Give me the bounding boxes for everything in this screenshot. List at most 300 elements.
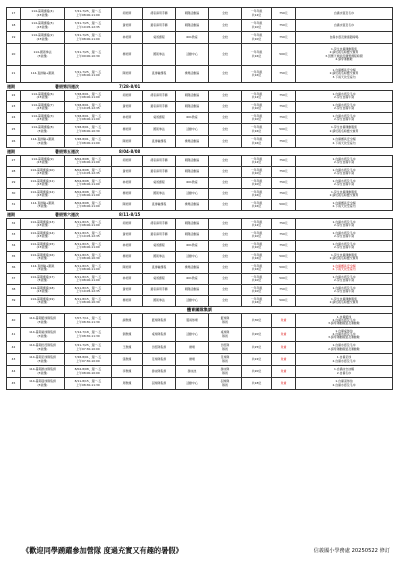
period-dates: 8/11-8/15 bbox=[119, 211, 141, 217]
cell-place: 活動中心 bbox=[176, 189, 209, 200]
cell-no: 28 bbox=[7, 167, 21, 178]
cell-target: 籃球隊 隊員 bbox=[209, 314, 242, 328]
cell-fee: 500元 bbox=[272, 296, 296, 307]
cell-time: 7/28-8/01，週一-五 上午07:30-10:00 bbox=[65, 354, 112, 366]
cell-name: 114-暑期課後(9) (15堂課) bbox=[21, 156, 65, 167]
period-row bbox=[7, 83, 393, 91]
cell-note: 1.自備護具安全帽 2.下雨天改至室內 bbox=[296, 263, 393, 274]
cell-time: 8/04-8/08，週一-五 上午08:00-10:00 bbox=[65, 366, 112, 378]
cell-target: 全校 bbox=[209, 241, 242, 252]
cell-fee: 500元 bbox=[272, 252, 296, 263]
cell-note: 1.學生自備運動服裝 2.請於報名時繳交費用 bbox=[296, 252, 393, 263]
cell-no: 31 bbox=[7, 200, 21, 211]
cell-time: 8/11-8/15，週一-五 上午08:30-11:30 bbox=[65, 378, 112, 390]
cell-place: 601教室 bbox=[176, 274, 209, 285]
cell-cap: 一年年級 共10位 bbox=[242, 285, 272, 296]
cell-fee: 750元 bbox=[272, 219, 296, 230]
cell-course: 羽球隊集訓 bbox=[143, 378, 176, 390]
cell-time: 8/11-8/15，週一-五 上午10:05-12:35 bbox=[65, 230, 112, 241]
cell-note: 1.自備水壺及毛巾 2.學生自備午餐 bbox=[296, 230, 393, 241]
table-row bbox=[7, 189, 393, 200]
cell-name: 114-暑期課後(6) (15堂課) bbox=[21, 91, 65, 102]
cell-name: 114-直排輪+跑跳 (5堂課) bbox=[21, 263, 65, 274]
cell-no: 18 bbox=[7, 20, 21, 32]
cell-cap: 一年年級 共10位 bbox=[242, 167, 272, 178]
cell-course: 國術拳法 bbox=[143, 296, 176, 307]
cell-teacher: 黃老師 bbox=[112, 167, 143, 178]
cell-fee: 750元 bbox=[272, 189, 296, 200]
cell-note: 1.自備水壺及毛巾 2.請穿運動服裝及運動鞋 bbox=[296, 342, 393, 354]
cell-time: 8/04-8/08，週一-五 上午08:00-11:00 bbox=[65, 189, 112, 200]
cell-fee: 500元 bbox=[272, 44, 296, 66]
cell-no: 45 bbox=[7, 378, 21, 390]
cell-no: 25 bbox=[7, 124, 21, 136]
footer-school: 信義國小學務處 20250522 修訂 bbox=[313, 548, 390, 554]
cell-teacher: 林老師 bbox=[112, 178, 143, 189]
cell-place: 朝陽活動區 bbox=[176, 8, 209, 20]
cell-name: 114-暑期課後(17) (5堂課) bbox=[21, 274, 65, 285]
cell-time: 7/14-7/18，週一-五 上午08:30-11:30 bbox=[65, 328, 112, 342]
table-row bbox=[7, 366, 393, 378]
cell-name: 114-暑期游泳隊集訓 (5堂課) bbox=[21, 366, 65, 378]
cell-no: 40 bbox=[7, 314, 21, 328]
cell-course: 國術拳法 bbox=[143, 189, 176, 200]
cell-teacher: 林老師 bbox=[112, 113, 143, 124]
cell-time: 8/11-8/15，週一-五 上午08:00-11:00 bbox=[65, 274, 112, 285]
cell-place: 朝陽活動區 bbox=[176, 156, 209, 167]
cell-name: 114-暑期課後(13) (15堂課) bbox=[21, 219, 65, 230]
cell-target: 全校 bbox=[209, 189, 242, 200]
cell-note: 1.自備桌球拍 2.自備水壺及毛巾 3.請穿運動服裝及運動鞋 bbox=[296, 328, 393, 342]
cell-target: 足球隊 隊員 bbox=[209, 354, 242, 366]
cell-no: 41 bbox=[7, 328, 21, 342]
cell-name: 114-直排輪+跑跳 (5堂課) bbox=[21, 200, 65, 211]
cell-cap: 共20位 bbox=[242, 328, 272, 342]
table-row bbox=[7, 91, 393, 102]
table-row bbox=[7, 20, 393, 32]
cell-no: 22 bbox=[7, 91, 21, 102]
cell-fee: 750元 bbox=[272, 230, 296, 241]
cell-teacher: 楊老師 bbox=[112, 189, 143, 200]
table-row bbox=[7, 32, 393, 44]
cell-name: 114-暑期田徑隊集訓 (5堂課) bbox=[21, 342, 65, 354]
cell-teacher: 黃老師 bbox=[112, 102, 143, 113]
cell-fee: 750元 bbox=[272, 136, 296, 148]
cell-fee: 免費 bbox=[272, 354, 296, 366]
cell-name: 114-暑期桌球隊集訓 (5堂課) bbox=[21, 328, 65, 342]
cell-note: 自備水壺及毛巾 bbox=[296, 20, 393, 32]
cell-teacher: 林老師 bbox=[112, 241, 143, 252]
cell-place: 朝陽活動區 bbox=[176, 230, 209, 241]
table-row bbox=[7, 252, 393, 263]
cell-note: 1.自備籃球 2.自備水壺及毛巾 3.請穿運動服裝及運動鞋 bbox=[296, 314, 393, 328]
cell-cap: 一年年級 共16位 bbox=[242, 189, 272, 200]
cell-target: 全校 bbox=[209, 285, 242, 296]
cell-no: 39 bbox=[7, 296, 21, 307]
cell-note: 1.自備羽球拍 2.自備水壺及毛巾 bbox=[296, 378, 393, 390]
cell-note: 1.自備水壺及毛巾 2.學生自備午餐 bbox=[296, 274, 393, 285]
table-row bbox=[7, 136, 393, 148]
cell-cap: 一年年級 共16位 bbox=[242, 252, 272, 263]
cell-fee: 免費 bbox=[272, 366, 296, 378]
cell-course: 黃家兩用手藝 bbox=[143, 102, 176, 113]
cell-place: 活動中心 bbox=[176, 378, 209, 390]
cell-target: 游泳隊 隊員 bbox=[209, 366, 242, 378]
cell-cap: 一年年級 共10位 bbox=[242, 102, 272, 113]
cell-time: 8/11-8/15，週一-五 上午08:00-10:30 bbox=[65, 252, 112, 263]
cell-fee: 500元 bbox=[272, 274, 296, 285]
cell-course: 籃球隊集訓 bbox=[143, 314, 176, 328]
cell-time: 7/28-8/01，週一-五 上午08:00-11:00 bbox=[65, 91, 112, 102]
cell-note: 1.自備水壺及毛巾 2.學生自備午餐 bbox=[296, 178, 393, 189]
cell-place: 操場活動區 bbox=[176, 136, 209, 148]
cell-fee: 500元 bbox=[272, 200, 296, 211]
cell-fee: 750元 bbox=[272, 32, 296, 44]
cell-course: 直排輪課程 bbox=[143, 200, 176, 211]
cell-cap: 一年年級 共16位 bbox=[242, 44, 272, 66]
cell-cap: 共22位 bbox=[242, 354, 272, 366]
cell-note: 1.自備足球 2.自備水壺及毛巾 bbox=[296, 354, 393, 366]
cell-time: 7/21-7/25，週一-五 上午08:00-11:00 bbox=[65, 66, 112, 83]
cell-time: 7/28-8/01，週一-五 上午08:00-10:30 bbox=[65, 124, 112, 136]
cell-cap: 一年年級 共16位 bbox=[242, 263, 272, 274]
cell-target: 全校 bbox=[209, 219, 242, 230]
cell-note: 1.學生自備運動服裝 2.請於報名時繳交費用 bbox=[296, 296, 393, 307]
cell-teacher: 陳老師 bbox=[112, 136, 143, 148]
table-row bbox=[7, 113, 393, 124]
cell-place: 操場活動區 bbox=[176, 66, 209, 83]
cell-note: 1.自備護具安全帽 2.請於報名時繳交費用 3.下雨天改至室內 bbox=[296, 66, 393, 83]
cell-place: 操場活動區 bbox=[176, 200, 209, 211]
cell-fee: 免費 bbox=[272, 378, 296, 390]
cell-cap: 一年年級 共10位 bbox=[242, 113, 272, 124]
cell-target: 全校 bbox=[209, 113, 242, 124]
cell-place: 朝陽活動區 bbox=[176, 167, 209, 178]
cell-time: 7/28-8/01，週一-五 上午08:00-11:00 bbox=[65, 136, 112, 148]
cell-place: 風雨球場 bbox=[176, 314, 209, 328]
cell-no: 38 bbox=[7, 285, 21, 296]
cell-note: 1.自備護具安全帽 2.下雨天改至室內 bbox=[296, 136, 393, 148]
cell-course: 黃家兩用手藝 bbox=[143, 285, 176, 296]
cell-course: 黃家兩用手藝 bbox=[143, 20, 176, 32]
cell-place: 朝陽活動區 bbox=[176, 285, 209, 296]
cell-teacher: 黃老師 bbox=[112, 20, 143, 32]
cell-place: 601教室 bbox=[176, 113, 209, 124]
table-row bbox=[7, 66, 393, 83]
cell-teacher: 王教練 bbox=[112, 342, 143, 354]
cell-time: 8/11-8/15，週一-五 上午08:00-10:30 bbox=[65, 296, 112, 307]
cell-target: 全校 bbox=[209, 91, 242, 102]
cell-target: 全校 bbox=[209, 296, 242, 307]
cell-place: 601教室 bbox=[176, 32, 209, 44]
cell-note: 1.自備水壺及毛巾 2.學生自備午餐 bbox=[296, 91, 393, 102]
footer-slogan: 《歡迎同學踴躍參加營隊 度過充實又有趣的暑假》 bbox=[22, 546, 183, 555]
cell-name: 114-暑期課後(2) (15堂課) bbox=[21, 32, 65, 44]
cell-time: 7/21-7/25，週一-五 上午09:00-10:30 bbox=[65, 44, 112, 66]
cell-note: 1.學生自備運動服裝 2.請於報名時繳交費用 3.因應天候狀況調整課程時間 4.請穿運動鞋 bbox=[296, 44, 393, 66]
cell-course: 桌遊課程 bbox=[143, 178, 176, 189]
cell-name: 114-暑期課後(12) (15堂課) bbox=[21, 189, 65, 200]
cell-course: 國術拳法 bbox=[143, 252, 176, 263]
cell-no: 21 bbox=[7, 66, 21, 83]
cell-target: 全校 bbox=[209, 8, 242, 20]
cell-name: 114-暑期課後(8) (5堂課) bbox=[21, 124, 65, 136]
cell-note: 自備水壺及健康隨時喝 bbox=[296, 32, 393, 44]
table-row bbox=[7, 102, 393, 113]
cell-note: 1.自備水壺及毛巾 2.學生自備午餐 bbox=[296, 285, 393, 296]
table-row bbox=[7, 328, 393, 342]
cell-note: 1.學生自備運動服裝 2.請於報名時繳交費用 bbox=[296, 189, 393, 200]
footer bbox=[0, 546, 400, 560]
cell-cap: 一年年級 共12位 bbox=[242, 8, 272, 20]
cell-no: 30 bbox=[7, 189, 21, 200]
cell-fee: 750元 bbox=[272, 241, 296, 252]
cell-note: 1.自備護具安全帽 2.下雨天改至室內 bbox=[296, 200, 393, 211]
table-row bbox=[7, 285, 393, 296]
cell-teacher: 胡老師 bbox=[112, 8, 143, 20]
cell-name: 114-暑期課後(11) (15堂課) bbox=[21, 178, 65, 189]
cell-course: 直排輪課程 bbox=[143, 66, 176, 83]
cell-no: 24 bbox=[7, 113, 21, 124]
cell-course: 桌球隊集訓 bbox=[143, 328, 176, 342]
cell-cap: 一年年級 共16位 bbox=[242, 124, 272, 136]
cell-course: 桌遊課程 bbox=[143, 32, 176, 44]
cell-name: 114-暑期籃球隊集訓 (5堂課) bbox=[21, 314, 65, 328]
cell-teacher: 劉教練 bbox=[112, 328, 143, 342]
cell-teacher: 林老師 bbox=[112, 274, 143, 285]
cell-no: 32 bbox=[7, 219, 21, 230]
cell-cap: 一年年級 共10位 bbox=[242, 230, 272, 241]
cell-time: 7/21-7/25，週一-五 上午08:00-11:00 bbox=[65, 8, 112, 20]
cell-no: 43 bbox=[7, 354, 21, 366]
cell-fee: 免費 bbox=[272, 314, 296, 328]
cell-course: 足球隊集訓 bbox=[143, 354, 176, 366]
cell-no: 33 bbox=[7, 230, 21, 241]
cell-cap: 一年年級 共12位 bbox=[242, 91, 272, 102]
table-row bbox=[7, 44, 393, 66]
cell-cap: 一年年級 共16位 bbox=[242, 136, 272, 148]
cell-teacher: 楊老師 bbox=[112, 296, 143, 307]
cell-name: 114-直排輪+跑跳 (5堂課) bbox=[21, 136, 65, 148]
table-row bbox=[7, 156, 393, 167]
cell-target: 全校 bbox=[209, 252, 242, 263]
cell-fee: 500元 bbox=[272, 263, 296, 274]
cell-cap: 共20位 bbox=[242, 366, 272, 378]
cell-place: 游泳池 bbox=[176, 366, 209, 378]
cell-name: 114-直排輪+跑跳 bbox=[21, 66, 65, 83]
cell-cap: 共30位 bbox=[242, 314, 272, 328]
period-title: 暑假第六週次 bbox=[55, 211, 79, 217]
table-row bbox=[7, 354, 393, 366]
cell-no: 17 bbox=[7, 8, 21, 20]
cell-cap: 共25位 bbox=[242, 342, 272, 354]
cell-teacher: 張教練 bbox=[112, 354, 143, 366]
cell-no: 26 bbox=[7, 136, 21, 148]
cell-teacher: 周教練 bbox=[112, 378, 143, 390]
period-row bbox=[7, 211, 393, 219]
cell-fee: 750元 bbox=[272, 20, 296, 32]
cell-time: 7/28-8/01，週一-五 上午08:00-11:00 bbox=[65, 113, 112, 124]
cell-time: 7/28-8/01，週一-五 上午10:05-12:35 bbox=[65, 102, 112, 113]
cell-teacher: 黃老師 bbox=[112, 285, 143, 296]
cell-teacher: 謝教練 bbox=[112, 314, 143, 328]
period-label: 週期 bbox=[7, 83, 15, 89]
cell-name: 114-國術拳法 (5堂課) bbox=[21, 44, 65, 66]
table-row bbox=[7, 230, 393, 241]
period-title: 暑假第五週次 bbox=[55, 148, 79, 154]
table-row bbox=[7, 8, 393, 20]
cell-course: 胡家兩用手藝 bbox=[143, 91, 176, 102]
cell-target: 全校 bbox=[209, 124, 242, 136]
cell-fee: 750元 bbox=[272, 285, 296, 296]
cell-course: 胡家兩用手藝 bbox=[143, 219, 176, 230]
cell-fee: 750元 bbox=[272, 167, 296, 178]
cell-teacher: 李教練 bbox=[112, 366, 143, 378]
cell-teacher: 陳老師 bbox=[112, 66, 143, 83]
cell-fee: 750元 bbox=[272, 178, 296, 189]
cell-time: 8/04-8/08，週一-五 上午08:00-11:00 bbox=[65, 178, 112, 189]
cell-cap: 一年年級 共10位 bbox=[242, 32, 272, 44]
cell-time: 8/11-8/15，週一-五 上午08:00-11:00 bbox=[65, 263, 112, 274]
cell-cap: 一年年級 共12位 bbox=[242, 156, 272, 167]
cell-fee: 750元 bbox=[272, 91, 296, 102]
cell-fee: 500元 bbox=[272, 124, 296, 136]
cell-name: 114-暑期課後(7) (15堂課) bbox=[21, 102, 65, 113]
cell-target: 全校 bbox=[209, 66, 242, 83]
cell-place: 操場 bbox=[176, 354, 209, 366]
cell-time: 7/21-7/25，週一-五 上午08:00-11:00 bbox=[65, 32, 112, 44]
table-row bbox=[7, 314, 393, 328]
cell-target: 全校 bbox=[209, 44, 242, 66]
cell-course: 桌遊課程 bbox=[143, 274, 176, 285]
cell-cap: 一年年級 共12位 bbox=[242, 219, 272, 230]
cell-course: 黃家兩用手藝 bbox=[143, 230, 176, 241]
cell-target: 全校 bbox=[209, 274, 242, 285]
cell-name: 114-暑期課後(10) (15堂課) bbox=[21, 167, 65, 178]
cell-name: 114-暑期課後(15) (15堂課) bbox=[21, 241, 65, 252]
cell-course: 胡家兩用手藝 bbox=[143, 156, 176, 167]
cell-teacher: 胡老師 bbox=[112, 156, 143, 167]
cell-course: 田徑隊集訓 bbox=[143, 342, 176, 354]
cell-fee: 750元 bbox=[272, 66, 296, 83]
cell-no: 19 bbox=[7, 32, 21, 44]
cell-cap: 一年年級 共16位 bbox=[242, 296, 272, 307]
cell-cap: 一年年級 共10位 bbox=[242, 20, 272, 32]
cell-cap: 一年年級 共16位 bbox=[242, 200, 272, 211]
cell-teacher: 胡老師 bbox=[112, 91, 143, 102]
cell-name: 114-暑期課後(18) (15堂課) bbox=[21, 285, 65, 296]
cell-cap: 一年年級 共10位 bbox=[242, 241, 272, 252]
cell-time: 8/11-8/15，週一-五 上午08:00-11:00 bbox=[65, 219, 112, 230]
cell-course: 游泳隊集訓 bbox=[143, 366, 176, 378]
cell-target: 全校 bbox=[209, 167, 242, 178]
cell-target: 羽球隊 隊員 bbox=[209, 378, 242, 390]
cell-note: 1.學生自備運動服裝 2.請於報名時繳交費用 bbox=[296, 124, 393, 136]
cell-note: 1.自備水壺及毛巾 2.學生自備午餐 bbox=[296, 241, 393, 252]
table-row bbox=[7, 167, 393, 178]
table-row bbox=[7, 274, 393, 285]
cell-fee: 750元 bbox=[272, 8, 296, 20]
cell-no: 34 bbox=[7, 241, 21, 252]
subheading-row bbox=[7, 307, 393, 314]
period-row bbox=[7, 148, 393, 156]
cell-teacher: 黃老師 bbox=[112, 230, 143, 241]
cell-fee: 750元 bbox=[272, 156, 296, 167]
cell-target: 全校 bbox=[209, 32, 242, 44]
cell-note: 1.自備水壺及毛巾 2.學生自備午餐 bbox=[296, 219, 393, 230]
cell-no: 23 bbox=[7, 102, 21, 113]
table-row bbox=[7, 378, 393, 390]
cell-no: 36 bbox=[7, 263, 21, 274]
cell-note: 自備水壺及毛巾 bbox=[296, 8, 393, 20]
cell-target: 全校 bbox=[209, 230, 242, 241]
cell-cap: 一年年級 共10位 bbox=[242, 178, 272, 189]
cell-target: 田徑隊 隊員 bbox=[209, 342, 242, 354]
period-dates: 8/04-8/08 bbox=[119, 148, 141, 154]
table-row bbox=[7, 263, 393, 274]
cell-fee: 750元 bbox=[272, 102, 296, 113]
cell-course: 直排輪課程 bbox=[143, 263, 176, 274]
cell-time: 8/04-8/08，週一-五 上午08:00-11:00 bbox=[65, 200, 112, 211]
cell-cap: 一年年級 共16位 bbox=[242, 66, 272, 83]
cell-place: 活動中心 bbox=[176, 44, 209, 66]
table-row bbox=[7, 296, 393, 307]
cell-cap: 一年年級 共10位 bbox=[242, 274, 272, 285]
table-row bbox=[7, 124, 393, 136]
cell-time: 7/07-7/11，週一-五 上午08:30-11:30 bbox=[65, 314, 112, 328]
cell-fee: 免費 bbox=[272, 342, 296, 354]
period-label: 週期 bbox=[7, 148, 15, 154]
cell-cap: 共18位 bbox=[242, 378, 272, 390]
schedule-body bbox=[7, 8, 393, 390]
cell-note: 1.自備泳衣泳帽 2.自備毛巾 bbox=[296, 366, 393, 378]
cell-teacher: 林老師 bbox=[112, 32, 143, 44]
cell-no: 44 bbox=[7, 366, 21, 378]
cell-teacher: 楊老師 bbox=[112, 44, 143, 66]
cell-name: 114-暑期課後(4) (15堂課) bbox=[21, 8, 65, 20]
cell-course: 國術拳法 bbox=[143, 124, 176, 136]
cell-place: 朝陽活動區 bbox=[176, 20, 209, 32]
cell-no: 20 bbox=[7, 44, 21, 66]
cell-note: 1.自備水壺及毛巾 2.學生自備午餐 bbox=[296, 156, 393, 167]
cell-teacher: 胡老師 bbox=[112, 219, 143, 230]
cell-place: 601教室 bbox=[176, 178, 209, 189]
cell-name: 114-暑期課後(16) (5堂課) bbox=[21, 252, 65, 263]
cell-note: 1.自備水壺及毛巾 2.學生自備午餐 bbox=[296, 167, 393, 178]
cell-target: 全校 bbox=[209, 156, 242, 167]
cell-name: 114-暑期足球隊集訓 (5堂課) bbox=[21, 354, 65, 366]
schedule-table bbox=[6, 7, 393, 390]
cell-time: 8/11-8/15，週一-五 上午08:00-11:00 bbox=[65, 241, 112, 252]
cell-place: 朝陽活動區 bbox=[176, 91, 209, 102]
cell-no: 29 bbox=[7, 178, 21, 189]
cell-time: 8/11-8/15，週一-五 上午10:05-12:35 bbox=[65, 285, 112, 296]
cell-time: 7/21-7/25，週一-五 上午10:05-12:35 bbox=[65, 20, 112, 32]
cell-target: 全校 bbox=[209, 263, 242, 274]
cell-note: 1.自備水壺及毛巾 2.學生自備午餐 bbox=[296, 102, 393, 113]
table-row bbox=[7, 178, 393, 189]
table-row bbox=[7, 241, 393, 252]
cell-course: 國術拳法 bbox=[143, 44, 176, 66]
cell-teacher: 陳老師 bbox=[112, 200, 143, 211]
cell-no: 35 bbox=[7, 252, 21, 263]
cell-place: 活動中心 bbox=[176, 328, 209, 342]
subheading: 體育團隊集訓 bbox=[7, 307, 393, 314]
cell-place: 操場 bbox=[176, 342, 209, 354]
cell-name: 114-暑期課後(14) (15堂課) bbox=[21, 230, 65, 241]
cell-place: 活動中心 bbox=[176, 252, 209, 263]
cell-target: 全校 bbox=[209, 20, 242, 32]
